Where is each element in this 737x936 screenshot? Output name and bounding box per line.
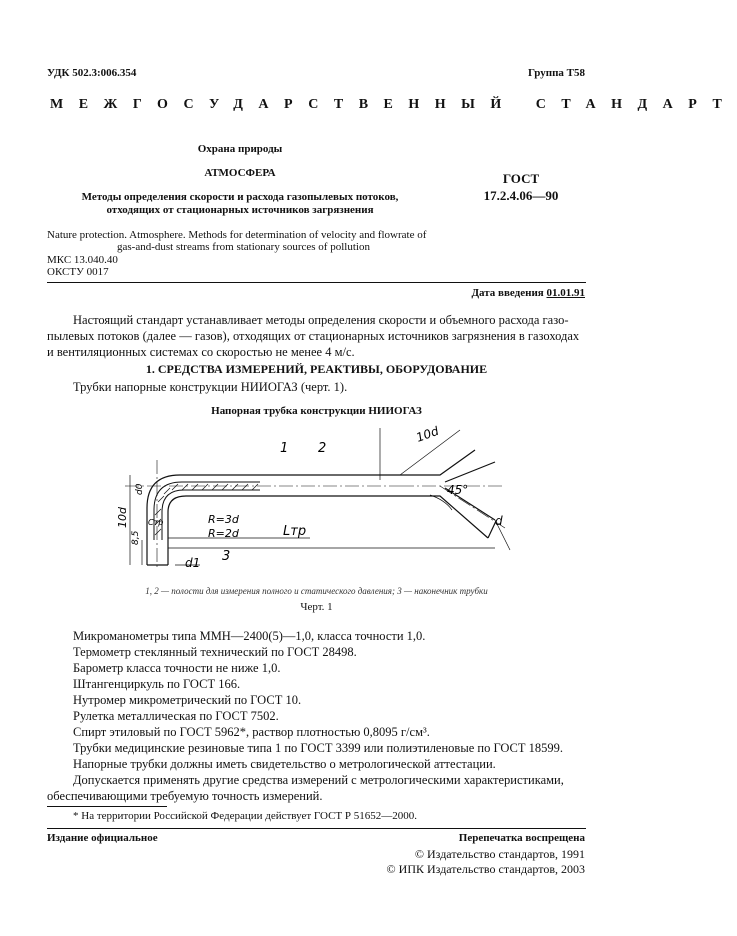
label-d0: d0 [135, 483, 145, 495]
label-cp: Cтр [148, 518, 164, 527]
group-code: Группа Т58 [527, 67, 585, 79]
label-10d-vertical: 10d [116, 507, 129, 528]
label-d1: d1 [185, 556, 201, 570]
equipment-item: Микроманометры типа ММН—2400(5)—1,0, класса точности 1,0. [73, 629, 426, 643]
label-angle: 45° [447, 483, 469, 497]
pitot-tube-drawing [100, 420, 520, 580]
copyright-1991: © Издательство стандартов, 1991 [414, 847, 585, 861]
label-3: 3 [222, 549, 231, 564]
mks-code: МКС 13.040.40 [47, 254, 118, 266]
intro-date-label: Дата введения [471, 287, 544, 299]
equipment-item: Нутромер микрометрический по ГОСТ 10. [73, 693, 302, 707]
label-1: 1 [280, 441, 289, 456]
title-line-4: отходящих от стационарных источников загрязнения [106, 204, 374, 216]
figure-title: Напорная трубка конструкции НИИОГАЗ [211, 405, 422, 417]
title-english-1: Nature protection. Atmosphere. Methods for determination of velocity and flowrate of [47, 229, 427, 241]
label-r2: R=2d [208, 527, 239, 540]
intro-line-3: и вентиляционных системах со скоростью не менее 4 м/с. [47, 345, 355, 359]
footnote-divider [47, 806, 167, 807]
figure-caption: 1, 2 — полости для измерения полного и статического давления; 3 — наконечник трубки [145, 586, 488, 596]
divider-bottom [47, 828, 586, 829]
title-line-1: Охрана природы [197, 143, 283, 155]
reprint-notice: Перепечатка воспрещена [458, 832, 585, 844]
footnote: * На территории Российской Федерации действует ГОСТ Р 51652—2000. [73, 810, 418, 822]
title-english-2: gas-and-dust streams from stationary sources of pollution [117, 241, 370, 253]
gost-number: 17.2.4.06—90 [483, 188, 559, 203]
title-line-2: АТМОСФЕРА [204, 167, 276, 179]
gost-label: ГОСТ [502, 171, 540, 186]
udk-code: УДК 502.3:006.354 [47, 67, 137, 79]
equipment-item: Барометр класса точности не ниже 1,0. [73, 661, 281, 675]
equipment-item: Штангенциркуль по ГОСТ 166. [73, 677, 241, 691]
section-subtext: Трубки напорные конструкции НИИОГАЗ (черт. 1). [73, 380, 348, 394]
equipment-item: Трубки медицинские резиновые типа 1 по ГОСТ 3399 или полиэтиленовые по ГОСТ 18599. [73, 741, 564, 755]
intro-date-value: 01.01.91 [546, 287, 585, 299]
label-r3: R=3d [208, 513, 239, 526]
divider-top [47, 282, 586, 283]
figure-number: Черт. 1 [300, 601, 333, 613]
intro-date [471, 287, 585, 299]
standard-banner: МЕЖГОСУДАРСТВЕННЫЙ СТАНДАРТ [50, 97, 737, 112]
label-2: 2 [318, 441, 327, 456]
label-ltr: Lтр [283, 524, 307, 539]
copyright-2003: © ИПК Издательство стандартов, 2003 [386, 862, 585, 876]
label-8-5: 8,5 [131, 530, 141, 545]
official-edition: Издание официальное [47, 832, 158, 844]
title-line-3: Методы определения скорости и расхода газопылевых потоков, [81, 191, 399, 203]
tube-outer-top [147, 475, 400, 565]
other-means-line-2: обеспечивающими требуемую точность измерений. [47, 789, 323, 803]
intro-line-2: пылевых потоков (далее — газов), отходящих от стационарных источников загрязнения в газоходах [47, 329, 580, 343]
equipment-item: Рулетка металлическая по ГОСТ 7502. [73, 709, 279, 723]
label-d: d [495, 514, 503, 528]
equipment-item: Напорные трубки должны иметь свидетельство о метрологической аттестации. [73, 757, 496, 771]
okstu-code: ОКСТУ 0017 [47, 266, 109, 278]
intro-line-1: Настоящий стандарт устанавливает методы определения скорости и объемного расхода газо- [73, 313, 569, 327]
other-means-line-1: Допускается применять другие средства измерений с метрологическими характеристиками, [73, 773, 564, 787]
label-10d-top: 10d [414, 423, 441, 445]
equipment-item: Спирт этиловый по ГОСТ 5962*, раствор плотностью 0,8095 г/см³. [73, 725, 430, 739]
equipment-item: Термометр стеклянный технический по ГОСТ 28498. [73, 645, 357, 659]
section-heading: 1. СРЕДСТВА ИЗМЕРЕНИЙ, РЕАКТИВЫ, ОБОРУДОВАНИЕ [145, 362, 488, 376]
